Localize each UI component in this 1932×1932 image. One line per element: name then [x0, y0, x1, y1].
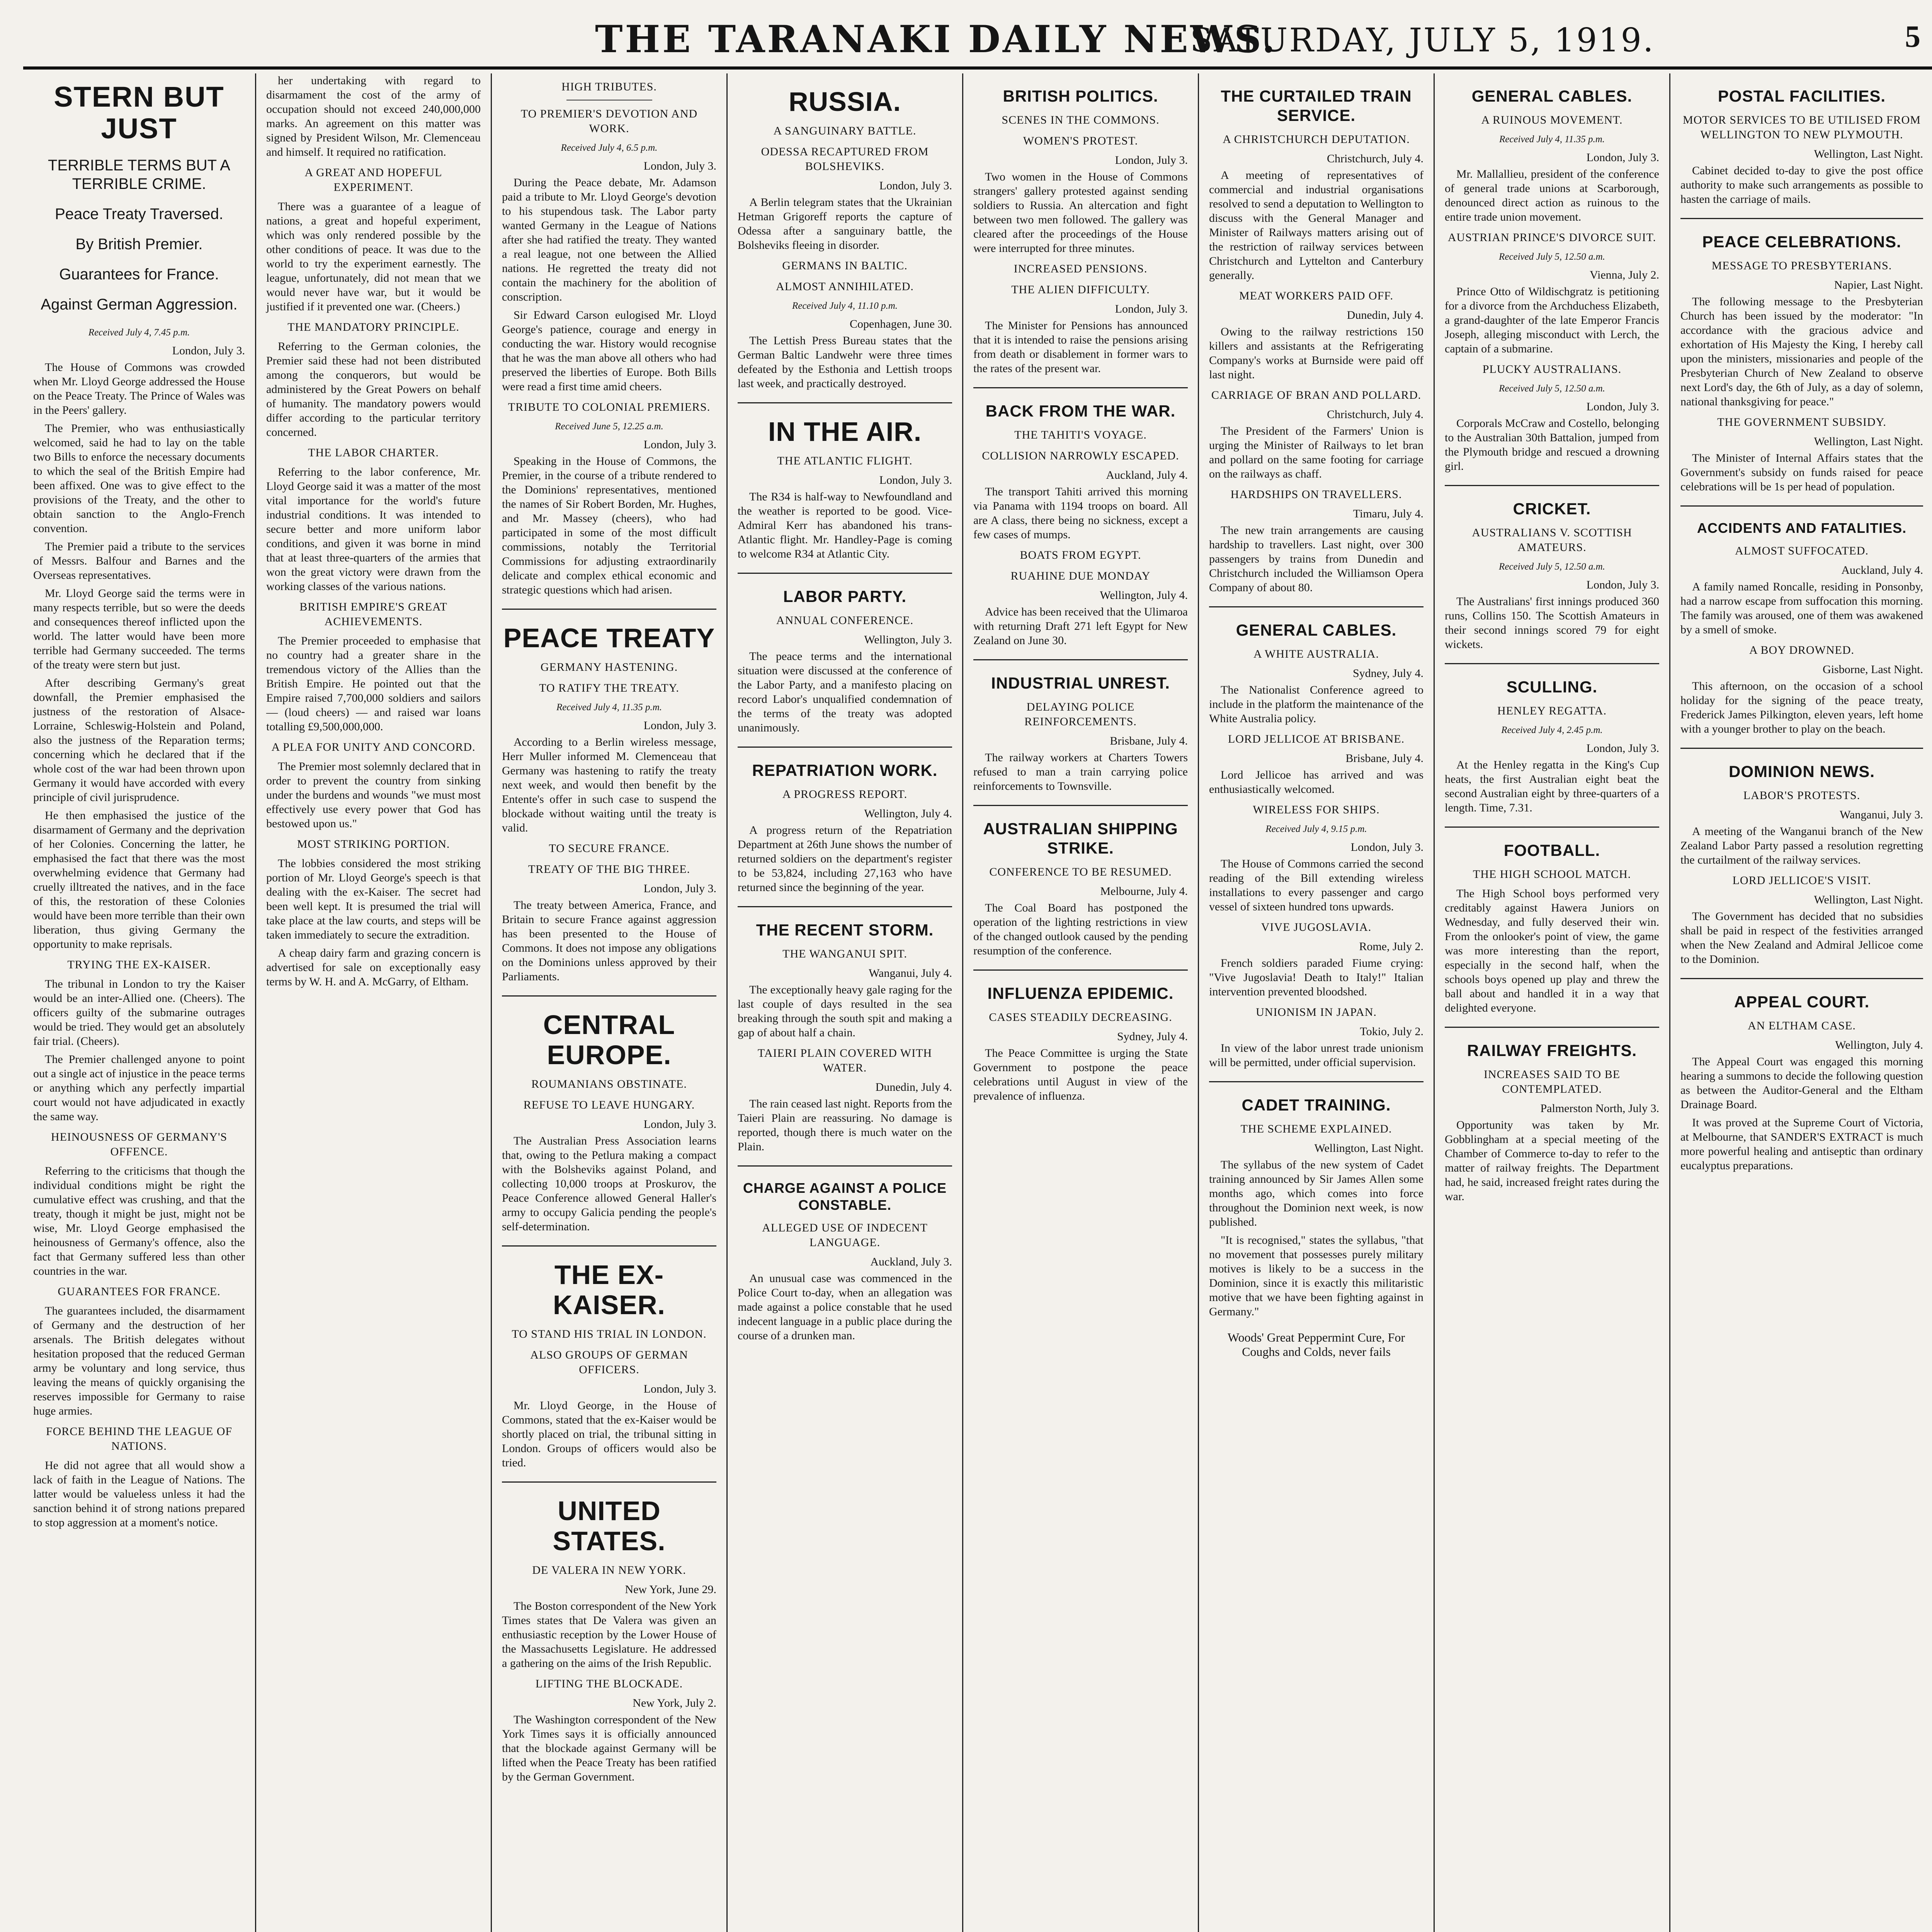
section-rule [973, 387, 1188, 388]
section-headline: GENERAL CABLES. [1236, 621, 1397, 639]
paragraph: Prince Otto of Wildischgratz is petitioning for a divorce from the Archduchess Elizabeth, a grand-daughter of the late Emperor Francis Joseph, alleging misconduct with Lerch, the captain of a submarine. [1445, 285, 1659, 355]
column-3 [492, 73, 726, 1932]
dateline: New York, June 29. [625, 1583, 716, 1596]
section-rule [1445, 827, 1659, 828]
paragraph: The Appeal Court was engaged this morning hearing a summons to decide the following question as between the Auditor-General and the Eltham Drainage Board. [1680, 1055, 1923, 1111]
dateline: London, July 3. [879, 179, 952, 192]
dateline: Tokio, July 2. [1360, 1025, 1423, 1038]
paragraph: Cabinet decided to-day to give the post office authority to make such arrangements as possible to hasten the carriage of mails. [1680, 164, 1923, 206]
section-rule [1445, 1027, 1659, 1028]
dateline: Auckland, July 4. [1106, 469, 1188, 481]
dateline: Napier, Last Night. [1834, 279, 1923, 291]
paragraph: A progress return of the Repatriation Department at 26th June shows the number of returned soldiers on the department's register to be 53,824, including 27,163 who have returned since the beginning of the year. [738, 824, 952, 894]
section-rule [738, 1165, 952, 1167]
subheading: LORD JELLICOE AT BRISBANE. [1228, 733, 1405, 745]
subheading: BRITISH EMPIRE'S GREAT ACHIEVEMENTS. [299, 600, 447, 628]
subheading: MOTOR SERVICES TO BE UTILISED FROM WELLINGTON TO NEW PLYMOUTH. [1683, 114, 1921, 141]
section-rule [1680, 218, 1923, 219]
paragraph: The House of Commons was crowded when Mr. Lloyd George addressed the House on the Peace Treaty. The Prince of Wales was in the Peers' gallery. [33, 361, 245, 417]
dateline: London, July 3. [643, 719, 716, 732]
dateline: Wellington, Last Night. [1814, 148, 1923, 160]
paragraph: The treaty between America, France, and Britain to secure France against aggression has been presented to the House of Commons. It does not impose any obligations on the Dominions unless approved by their Parliaments. [502, 899, 716, 983]
paragraph: At the Henley regatta in the King's Cup heats, the first Australian eight beat the second Australian eight by three-quarters of a length. Time, 7.31. [1445, 759, 1659, 814]
paragraph: The President of the Farmers' Union is urging the Minister of Railways to let bran and pollard on the same footing for carriage on the railways as chaff. [1209, 425, 1423, 480]
paragraph: A Berlin telegram states that the Ukrainian Hetman Grigoreff reports the capture of Odessa after a sanguinary battle, the Bolsheviks fleeing in disorder. [738, 196, 952, 252]
subheading: REFUSE TO LEAVE HUNGARY. [523, 1099, 695, 1111]
dateline: Auckland, July 4. [1841, 564, 1923, 577]
section-rule [1680, 505, 1923, 507]
section-rule [502, 1245, 716, 1247]
paragraph: Lord Jellicoe has arrived and was enthusiastically welcomed. [1209, 769, 1423, 796]
subheading: LIFTING THE BLOCKADE. [535, 1677, 683, 1690]
dateline: Wellington, July 4. [864, 807, 952, 820]
received-line: Received July 5, 12.50 a.m. [1499, 383, 1605, 394]
subheading: INCREASED PENSIONS. [1014, 262, 1148, 275]
section-headline: APPEAL COURT. [1734, 993, 1870, 1011]
section-headline: DOMINION NEWS. [1729, 762, 1875, 781]
paragraph: The peace terms and the international situation were discussed at the conference of the Labor Party, and a manifesto placing on record Labor's unqualified condemnation of the terms of the treaty was adopted unanimously. [738, 650, 952, 734]
deck: Guarantees for France. [59, 266, 219, 283]
subheading: SCENES IN THE COMMONS. [1002, 114, 1160, 126]
paragraph: The Boston correspondent of the New York Times states that De Valera was given an enthusiastic reception by the Lower House of the Massachusetts Legislature. He addressed a gathering on the aims of the Irish Republic. [502, 1600, 716, 1670]
dateline: London, July 3. [643, 1383, 716, 1395]
column-7 [1435, 73, 1669, 1932]
newspaper-title: THE TARANAKI DAILY NEWS. [595, 17, 1277, 61]
paragraph: Advice has been received that the Ulimaroa with returning Draft 271 left Egypt for New Zealand on June 30. [973, 605, 1188, 647]
paragraph: Mr. Mallallieu, president of the conference of general trade unions at Scarborough, denounced direct action as ruinous to the entire trade union movement. [1445, 168, 1659, 223]
paragraph: The Premier challenged anyone to point out a single act of injustice in the peace terms or anything which any perfectly impartial court would not have adjudicated in exactly the same way. [33, 1053, 245, 1123]
dateline: London, July 3. [643, 882, 716, 895]
received-line: Received July 4, 11.35 p.m. [1499, 134, 1605, 145]
paragraph: Sir Edward Carson eulogised Mr. Lloyd George's patience, courage and energy in conducting the war. History would recognise that he was the man above all others who had preserved the liberties of Europe. Both Bills were read a first time amid cheers. [502, 309, 716, 393]
dateline: Dunedin, July 4. [1347, 309, 1423, 321]
subheading: DE VALERA IN NEW YORK. [532, 1564, 686, 1577]
section-headline: CADET TRAINING. [1242, 1096, 1391, 1114]
subheading: A RUINOUS MOVEMENT. [1481, 114, 1623, 126]
section-headline: POSTAL FACILITIES. [1718, 87, 1886, 105]
section-headline: SCULLING. [1506, 678, 1598, 696]
dateline: London, July 3. [1586, 400, 1659, 413]
subheading: TO STAND HIS TRIAL IN LONDON. [512, 1328, 707, 1340]
section-headline: LABOR PARTY. [783, 587, 907, 605]
subheading: BOATS FROM EGYPT. [1020, 549, 1141, 561]
dateline: London, July 3. [1586, 578, 1659, 591]
subheading: A CHRISTCHURCH DEPUTATION. [1223, 133, 1410, 146]
paragraph: Referring to the criticisms that though the individual conditions might be right the cumulative effect was crushing, and that the treaty, though it might be just, might not be wise, Mr. Lloyd George emphasised the heinousness of Germany's offence, also the fact that Germany suffered less than other countries in the war. [33, 1165, 245, 1277]
subheading: THE ATLANTIC FLIGHT. [777, 454, 913, 467]
paragraph: He then emphasised the justice of the disarmament of Germany and the deprivation of her Colonies. Concerning the latter, he emphasised the fact that there was the most overwhelming evidence that Germany had cruelly illtreated the natives, and in the face of this, the restoration of these Colonies would have been more terrible than their own liberation, thus giving Germany the opportunity to make reprisals. [33, 809, 245, 951]
section-headline: CENTRAL EUROPE. [543, 1010, 675, 1070]
advertisement: It was proved at the Supreme Court of Victoria, at Melbourne, that SANDER'S EXTRACT is much more powerful healing and antiseptic than ordinary eucalyptus preparations. [1680, 1116, 1923, 1172]
paragraph: The railway workers at Charters Towers refused to man a train carrying police reinforcements to Townsville. [973, 751, 1188, 793]
subheading: GERMANY HASTENING. [540, 661, 678, 673]
dateline: London, July 3. [643, 438, 716, 451]
paragraph: The Peace Committee is urging the State Government to postpone the peace celebrations until August in view of the prevalence of influenza. [973, 1047, 1188, 1102]
section-rule [1209, 606, 1423, 607]
subheading: THE WANGANUI SPIT. [782, 947, 907, 960]
section-headline: REPATRIATION WORK. [752, 761, 938, 779]
paragraph: The R34 is half-way to Newfoundland and the weather is reported to be good. Vice-Admiral Kerr has abandoned his trans-Atlantic flight. Mr. Handley-Page is coming to welcome R34 at Atlantic City. [738, 490, 952, 560]
subheading: TRYING THE EX-KAISER. [67, 958, 211, 971]
deck: Peace Treaty Traversed. [55, 206, 223, 223]
column-8 [1670, 73, 1932, 1932]
subheading: LABOR'S PROTESTS. [1743, 789, 1861, 802]
section-rule [973, 805, 1188, 806]
paragraph: According to a Berlin wireless message, Herr Muller informed M. Clemenceau that Germany was hastening to ratify the treaty next week, and would then benefit by the Entente's offer in such case to suspend the blockade without waiting until the treaty is valid. [502, 736, 716, 834]
paragraph: The Premier, who was enthusiastically welcomed, said he had to lay on the table two Bills to enforce the necessary documents to which the seal of the British Empire had been affixed. One was to give effect to the provisions of the Treaty, and the other to obtain sanction to the Anglo-French convention. [33, 422, 245, 535]
dateline: London, July 3. [1115, 303, 1188, 315]
paragraph: The lobbies considered the most striking portion of Mr. Lloyd George's speech is that dealing with the ex-Kaiser. The secret had been well kept. It is presumed the trial will take place at the law courts, and steps will be taken immediately to secure the extradition. [266, 857, 481, 941]
received-line: Received July 4, 11.35 p.m. [556, 702, 662, 713]
paragraph: The Australian Press Association learns that, owing to the Petlura making a compact with the Bolsheviks against Poland, and collecting 10,000 troops at Proskurov, the Peace Conference allowed General Haller's army to occupy Galicia pending the people's self-determination. [502, 1134, 716, 1233]
section-headline: PEACE TREATY [503, 623, 715, 653]
paragraph: An unusual case was commenced in the Police Court to-day, when an allegation was made against a police constable that he used indecent language in a public place during the course of a drunken man. [738, 1272, 952, 1342]
subheading: DELAYING POLICE REINFORCEMENTS. [1024, 701, 1137, 728]
subheading: AN ELTHAM CASE. [1748, 1019, 1856, 1032]
subheading: GUARANTEES FOR FRANCE. [58, 1285, 221, 1298]
column-6 [1199, 73, 1434, 1932]
paragraph: The following message to the Presbyterian Church has been issued by the moderator: "In accordance with the gracious advice and exhortation of His Majesty the King, I hereby call upon the ministers, missionaries and people of the Presbyterian Church of New Zealand to observe next Lord's day, the 6th of July, as a day of solemn, national thanksgiving for peace." [1680, 295, 1923, 408]
subheading: ODESSA RECAPTURED FROM BOLSHEVIKS. [761, 145, 929, 173]
dateline: New York, July 2. [633, 1697, 716, 1709]
received-line: Received July 4, 7.45 p.m. [88, 327, 190, 338]
headline-stern-but-just: STERN BUT JUST [54, 81, 224, 145]
section-rule [1445, 485, 1659, 486]
dateline: Rome, July 2. [1359, 940, 1423, 953]
dateline: Palmerston North, July 3. [1540, 1102, 1659, 1115]
section-headline: THE RECENT STORM. [756, 921, 934, 939]
subheading: TO PREMIER'S DEVOTION AND WORK. [520, 107, 698, 135]
subheading: ANNUAL CONFERENCE. [776, 614, 914, 627]
paragraph: Referring to the labor conference, Mr. Lloyd George said it was a matter of the most vital importance for the world's future industrial conditions. It was intended to secure better and more uniform labor conditions, and given it was borne in mind that at least three-quarters of the armies that won the great victory were drawn from the working classes of the various nations. [266, 466, 481, 593]
paragraph: The Minister of Internal Affairs states that the Government's subsidy on funds raised for peace celebrations will be 1s per head of population. [1680, 452, 1923, 493]
subheading: A BOY DROWNED. [1749, 644, 1855, 656]
paragraph: Mr. Lloyd George said the terms were in many respects terrible, but so were the deeds and consequences thereof inflicted upon the world. The latter would have been more terrible had Germany succeeded. The terms of the treaty were stern but just. [33, 587, 245, 671]
paragraph: Speaking in the House of Commons, the Premier, in the course of a tribute rendered to the Dominions' representatives, mentioned the names of Sir Robert Borden, Mr. Hughes, and Mr. Massey (cheers), who had participated in some of the most difficult commissions, notably the Territorial Commissions for adjusting extraordinarily delicate and complex ethical economic and strategic questions which had arisen. [502, 455, 716, 596]
dateline: Christchurch, July 4. [1327, 408, 1423, 421]
received-line: Received July 5, 12.50 a.m. [1499, 252, 1605, 262]
section-rule [738, 573, 952, 574]
paragraph: The tribunal in London to try the Kaiser would be an inter-Allied one. (Cheers). The officers guilty of the submarine outrages would be tried. They would get an absolutely fair trial. (Cheers). [33, 978, 245, 1048]
subheading: HEINOUSNESS OF GERMANY'S OFFENCE. [51, 1131, 228, 1158]
paragraph: After describing Germany's great downfall, the Premier emphasised the justness of the restoration of Alsace-Lorraine, Schleswig-Holstein and Poland, also the justness of the Reparation terms; concerning which he declared that if the whole cost of the war had been thrown upon Germany it would have accorded with every principle of civil jurisprudence. [33, 677, 245, 804]
paragraph: The House of Commons carried the second reading of the Bill extending wireless installations to every passenger and cargo vessel of sixteen hundred tons upwards. [1209, 857, 1423, 913]
dateline: London, July 3. [172, 344, 245, 357]
subheading: THE TAHITI'S VOYAGE. [1014, 429, 1147, 441]
section-headline: INDUSTRIAL UNREST. [991, 674, 1170, 692]
received-line: Received July 5, 12.50 a.m. [1499, 561, 1605, 572]
paragraph: The syllabus of the new system of Cadet training announced by Sir James Allen some months ago, which comes into force throughout the Dominion next week, is now published. [1209, 1158, 1423, 1228]
dateline: London, July 3. [1586, 151, 1659, 164]
masthead-rule [23, 66, 1932, 70]
subheading: RUAHINE DUE MONDAY [1010, 570, 1151, 582]
section-rule [738, 402, 952, 403]
subheading: MESSAGE TO PRESBYTERIANS. [1711, 259, 1892, 272]
section-rule [1445, 663, 1659, 664]
subheading: THE MANDATORY PRINCIPLE. [287, 321, 459, 333]
dateline: Wellington, July 4. [1835, 1039, 1923, 1051]
section-headline: THE EX-KAISER. [553, 1260, 665, 1320]
subheading: FORCE BEHIND THE LEAGUE OF NATIONS. [46, 1425, 233, 1452]
paragraph: The Nationalist Conference agreed to include in the platform the maintenance of the White Australia policy. [1209, 684, 1423, 725]
section-headline: THE CURTAILED TRAIN SERVICE. [1221, 87, 1412, 124]
received-line: Received July 4, 2.45 p.m. [1501, 725, 1603, 735]
subheading: MEAT WORKERS PAID OFF. [1239, 289, 1394, 302]
dateline: London, July 3. [1586, 742, 1659, 755]
received-line: Received July 4, 6.5 p.m. [561, 143, 658, 153]
paragraph: "It is recognised," states the syllabus, "that no movement that possesses purely military motives is likely to be a success in the Dominion, since it is exactly this militaristic motive that we have been fighting against in Germany." [1209, 1234, 1423, 1318]
subheading: THE SCHEME EXPLAINED. [1240, 1122, 1392, 1135]
section-headline: BACK FROM THE WAR. [985, 402, 1176, 420]
dateline: London, July 3. [1350, 841, 1423, 854]
paragraph: The new train arrangements are causing hardship to travellers. Last night, over 300 passengers by trains from Dunedin and Christchurch included the Williamson Opera Company of about 80. [1209, 524, 1423, 594]
paragraph: In view of the labor unrest trade unionism will be permitted, under official supervision. [1209, 1042, 1423, 1069]
section-headline: CRICKET. [1513, 500, 1591, 518]
paragraph: This afternoon, on the occasion of a school holiday for the signing of the peace treaty, Frederick James Pilkington, eleven years, left home with a younger brother to play on the beach. [1680, 680, 1923, 735]
paragraph: French soldiers paraded Fiume crying: "Vive Jugoslavia! Death to Italy!" Italian intervention prevented bloodshed. [1209, 957, 1423, 998]
column-1 [23, 73, 255, 1932]
section-headline: PEACE CELEBRATIONS. [1702, 233, 1901, 251]
page-number: 5 [1905, 20, 1920, 54]
subheading: TAIERI PLAIN COVERED WITH WATER. [757, 1047, 932, 1074]
advertisement: Woods' Great Peppermint Cure, For Coughs and Colds, never fails [1227, 1330, 1405, 1359]
paragraph: The exceptionally heavy gale raging for the last couple of days resulted in the sea breaking through the south spit and making a gap of about half a chain. [738, 983, 952, 1039]
section-rule [738, 906, 952, 907]
paragraph: The Washington correspondent of the New York Times says it is officially announced that the blockade against Germany will be lifted when the Peace Treaty has been ratified by the German Government. [502, 1713, 716, 1783]
dateline: Sydney, July 4. [1117, 1030, 1188, 1043]
dateline: Brisbane, July 4. [1110, 735, 1188, 747]
subheading: CASES STEADILY DECREASING. [989, 1011, 1172, 1024]
section-rule [1680, 978, 1923, 979]
paragraph: He did not agree that all would show a lack of faith in the League of Nations. The latter would be valueless unless it had the sanction behind it of strong nations prepared to stop aggression at a moment's notice. [33, 1459, 245, 1529]
dateline: Wellington, July 4. [1100, 589, 1188, 602]
paragraph: There was a guarantee of a league of nations, a great and hopeful experiment, which was only rendered possible by the other conditions of peace. It was due to the world to try the experiment earnestly. The league, unfortunately, did not mean that we would never have war, but it would be justified if it prevented one war. (Cheers.) [266, 200, 481, 313]
paragraph: The guarantees included, the disarmament of Germany and the destruction of her arsenals. The British delegates without hesitation proposed that the reduced German army be voluntary and long service, thus leaving the means of quickly organising the reserves impossible for Germany to raise huge armies. [33, 1304, 245, 1417]
subheading: GERMANS IN BALTIC. [782, 259, 908, 272]
dateline: Christchurch, July 4. [1327, 152, 1423, 165]
subheading: AUSTRALIANS V. SCOTTISH AMATEURS. [1472, 526, 1632, 554]
paragraph: A meeting of the Wanganui branch of the New Zealand Labor Party passed a resolution regretting the curtailment of the railway services. [1680, 825, 1923, 866]
section-rule [502, 995, 716, 997]
section-rule [973, 969, 1188, 971]
paragraph: The Premier paid a tribute to the services of Messrs. Balfour and Barnes and the Overseas representatives. [33, 540, 245, 582]
section-headline: ACCIDENTS AND FATALITIES. [1697, 520, 1907, 536]
column-2 [256, 73, 491, 1932]
paragraph: The Lettish Press Bureau states that the German Baltic Landwehr were three times defeated by the Esthonia and Lettish troops last week, and practically destroyed. [738, 334, 952, 390]
paragraph: The transport Tahiti arrived this morning via Panama with 1194 troops on board. All are A class, there being no sickness, except a few cases of mumps. [973, 485, 1188, 541]
subheading: A PLEA FOR UNITY AND CONCORD. [271, 741, 476, 753]
subheading: TO RATIFY THE TREATY. [539, 682, 679, 694]
paragraph: During the Peace debate, Mr. Adamson paid a tribute to Mr. Lloyd George's devotion to his stupendous task. The Labor party wanted Germany in the League of Nations after she had ratified the treaty. They wanted a real league, not one between the Allied nations. He regretted the treaty did not contain the machinery for the abolition of conscription. [502, 176, 716, 303]
paragraph: Corporals McCraw and Costello, belonging to the Australian 30th Battalion, jumped from the Plymouth bridge and rescued a drowning girl. [1445, 417, 1659, 473]
paragraph: Owing to the railway restrictions 150 killers and assistants at the Refrigerating Company's works at Burnside were paid off last night. [1209, 325, 1423, 381]
subheading: CONFERENCE TO BE RESUMED. [989, 866, 1172, 878]
paragraph: The Premier proceeded to emphasise that no country had a greater share in the tremendous victory of the Allies than the British Empire. He pointed out that the Empire raised 7,700,000 soldiers and sailors — (loud cheers) — and raised war loans totalling £9,500,000,000. [266, 634, 481, 733]
column-4 [728, 73, 962, 1932]
subheading: THE HIGH SCHOOL MATCH. [1473, 868, 1631, 881]
dateline: Wanganui, July 4. [869, 967, 952, 980]
section-headline: AUSTRALIAN SHIPPING STRIKE. [983, 820, 1178, 857]
dateline: Wellington, July 3. [864, 633, 952, 646]
section-headline: GENERAL CABLES. [1471, 87, 1633, 105]
dateline: Dunedin, July 4. [875, 1081, 952, 1094]
subheading: ALMOST SUFFOCATED. [1735, 544, 1869, 557]
dateline: Wanganui, July 3. [1840, 808, 1923, 821]
section-rule [1209, 1081, 1423, 1082]
dateline: Auckland, July 3. [870, 1255, 952, 1268]
received-line: Received June 5, 12.25 a.m. [555, 421, 663, 432]
subheading: A PROGRESS REPORT. [782, 788, 908, 801]
paragraph: The rain ceased last night. Reports from the Taieri Plain are reassuring. No damage is reported, though there is much water on the Plain. [738, 1097, 952, 1153]
dateline: Gisborne, Last Night. [1823, 663, 1923, 676]
subheading: LORD JELLICOE'S VISIT. [1732, 874, 1871, 887]
section-rule [738, 747, 952, 748]
subheading: A SANGUINARY BATTLE. [773, 124, 917, 137]
paragraph: The High School boys performed very creditably against Hawera Juniors on Wednesday, and fully deserved their win. From the onlooker's point of view, the game was more interesting than the report, especially in the second half, when the schools boys opened up play and threw the ball about and handled it in a way that delighted everyone. [1445, 887, 1659, 1014]
section-rule [502, 609, 716, 610]
issue-date: SATURDAY, JULY 5, 1919. [1190, 21, 1655, 59]
subheading: ALMOST ANNIHILATED. [776, 280, 914, 293]
paragraph: Opportunity was taken by Mr. Gobblingham at a special meeting of the Chamber of Commerce to-day to refer to the matter of railway freights. The Department had, he said, increased freight rates during the war. [1445, 1119, 1659, 1203]
section-rule [973, 659, 1188, 660]
deck: TERRIBLE TERMS BUT A TERRIBLE CRIME. [48, 157, 230, 192]
section-headline: IN THE AIR. [768, 417, 922, 447]
section-headline: RAILWAY FREIGHTS. [1467, 1041, 1637, 1060]
paragraph: her undertaking with regard to disarmament the cost of the army of occupation should not exceed 240,000,000 marks. An agreement on this matter was signed by President Wilson, Mr. Clemenceau and himself. It required no ratification. [266, 74, 481, 158]
section-headline: FOOTBALL. [1503, 841, 1600, 859]
dateline: Timaru, July 4. [1353, 507, 1423, 520]
dateline: London, July 3. [1115, 154, 1188, 167]
masthead [23, 8, 1932, 66]
section-headline: INFLUENZA EPIDEMIC. [987, 984, 1174, 1002]
subheading: THE GOVERNMENT SUBSIDY. [1717, 416, 1886, 429]
subheading: THE LABOR CHARTER. [308, 446, 439, 459]
dateline: London, July 3. [643, 160, 716, 172]
deck: Against German Aggression. [41, 296, 238, 313]
paragraph: The Australians' first innings produced 360 runs, Collins 150. The Scottish Amateurs in their second innings scored 79 for eight wickets. [1445, 595, 1659, 651]
dateline: Wellington, Last Night. [1814, 893, 1923, 906]
dateline: Copenhagen, June 30. [850, 318, 952, 330]
paragraph: Referring to the German colonies, the Premier said these had not been distributed among the conquerors, but would be administered by the Great Powers on behalf of humanity. The mandatory powers would differ according to the particular territory concerned. [266, 340, 481, 439]
subheading: VIVE JUGOSLAVIA. [1261, 921, 1372, 934]
section-headline: RUSSIA. [789, 87, 901, 117]
dateline: Wellington, Last Night. [1314, 1142, 1423, 1155]
subheading: THE ALIEN DIFFICULTY. [1011, 283, 1150, 296]
subheading: TO SECURE FRANCE. [549, 842, 670, 855]
section-headline: BRITISH POLITICS. [1003, 87, 1158, 105]
received-line: Received July 4, 9.15 p.m. [1265, 824, 1367, 834]
dateline: London, July 3. [879, 474, 952, 486]
subheading: WIRELESS FOR SHIPS. [1253, 803, 1380, 816]
subheading: WOMEN'S PROTEST. [1023, 134, 1138, 147]
paragraph: A family named Roncalle, residing in Ponsonby, had a narrow escape from suffocation this morning. The family was aroused, one of them was awakened by a smell of smoke. [1680, 580, 1923, 636]
deck: By British Premier. [75, 236, 203, 253]
paragraph: The Government has decided that no subsidies shall be paid in respect of the festivities arranged when the New Zealand and Admiral Jellicoe come to the Dominion. [1680, 910, 1923, 966]
subheading: MOST STRIKING PORTION. [297, 838, 450, 850]
dateline: Wellington, Last Night. [1814, 435, 1923, 448]
subheading: UNIONISM IN JAPAN. [1256, 1006, 1377, 1019]
subheading: ALSO GROUPS OF GERMAN OFFICERS. [530, 1349, 688, 1376]
subheading: A GREAT AND HOPEFUL EXPERIMENT. [304, 166, 442, 194]
section-headline: UNITED STATES. [553, 1496, 666, 1556]
dateline: Melbourne, July 4. [1100, 885, 1188, 898]
subheading: TRIBUTE TO COLONIAL PREMIERS. [508, 401, 711, 413]
subheading: TREATY OF THE BIG THREE. [528, 863, 690, 876]
paragraph: A meeting of representatives of commercial and industrial organisations resolved to send a deputation to Wellington to discuss with the General Manager and Minister of Railways matters arising out of the restriction of railway services between Christchurch and Lyttelton and Canterbury generally. [1209, 169, 1423, 282]
subheading: INCREASES SAID TO BE CONTEMPLATED. [1483, 1068, 1621, 1095]
dateline: Brisbane, July 4. [1345, 752, 1423, 765]
paragraph: The Premier most solemnly declared that in order to prevent the country from sinking under the burdens and wounds "we must most effectively use every power that God has bestowed upon us." [266, 760, 481, 830]
paragraph: The Minister for Pensions has announced that it is intended to raise the pensions arising from death or disablement in former wars to the rates of the present war. [973, 319, 1188, 375]
subheading: COLLISION NARROWLY ESCAPED. [982, 449, 1179, 462]
received-line: Received July 4, 11.10 p.m. [792, 301, 898, 311]
advertisement: A cheap dairy farm and grazing concern is advertised for sale on exceptionally easy terms by W. H. and A. McGarry, of Eltham. [266, 947, 481, 988]
dateline: Vienna, July 2. [1590, 269, 1659, 281]
paragraph: Two women in the House of Commons strangers' gallery protested against sending soldiers to Russia. An altercation and fight between two men followed. The gallery was cleared after the proceedings of the House were interrupted for three minutes. [973, 170, 1188, 255]
subheading: PLUCKY AUSTRALIANS. [1482, 363, 1622, 376]
subheading: HENLEY REGATTA. [1497, 704, 1607, 717]
dateline: Sydney, July 4. [1352, 667, 1423, 680]
dateline: London, July 3. [643, 1118, 716, 1131]
subheading: ROUMANIANS OBSTINATE. [531, 1078, 687, 1090]
subheading: ALLEGED USE OF INDECENT LANGUAGE. [762, 1221, 928, 1249]
paragraph: Mr. Lloyd George, in the House of Commons, stated that the ex-Kaiser would be shortly placed on trial, the tribunal sitting in London. Groups of officers would also be tried. [502, 1399, 716, 1469]
section-rule [502, 1481, 716, 1483]
column-5 [963, 73, 1198, 1932]
section-headline: CHARGE AGAINST A POLICE CONSTABLE. [743, 1180, 947, 1213]
section-rule [1680, 748, 1923, 749]
subheading: HIGH TRIBUTES. [561, 80, 657, 93]
subheading: AUSTRIAN PRINCE'S DIVORCE SUIT. [1447, 231, 1656, 244]
paragraph: The Coal Board has postponed the operation of the lighting restrictions in view of the changed outlook caused by the pending resumption of the conference. [973, 901, 1188, 957]
subheading: HARDSHIPS ON TRAVELLERS. [1230, 488, 1402, 501]
subheading: A WHITE AUSTRALIA. [1253, 648, 1379, 660]
subheading: CARRIAGE OF BRAN AND POLLARD. [1211, 389, 1422, 401]
